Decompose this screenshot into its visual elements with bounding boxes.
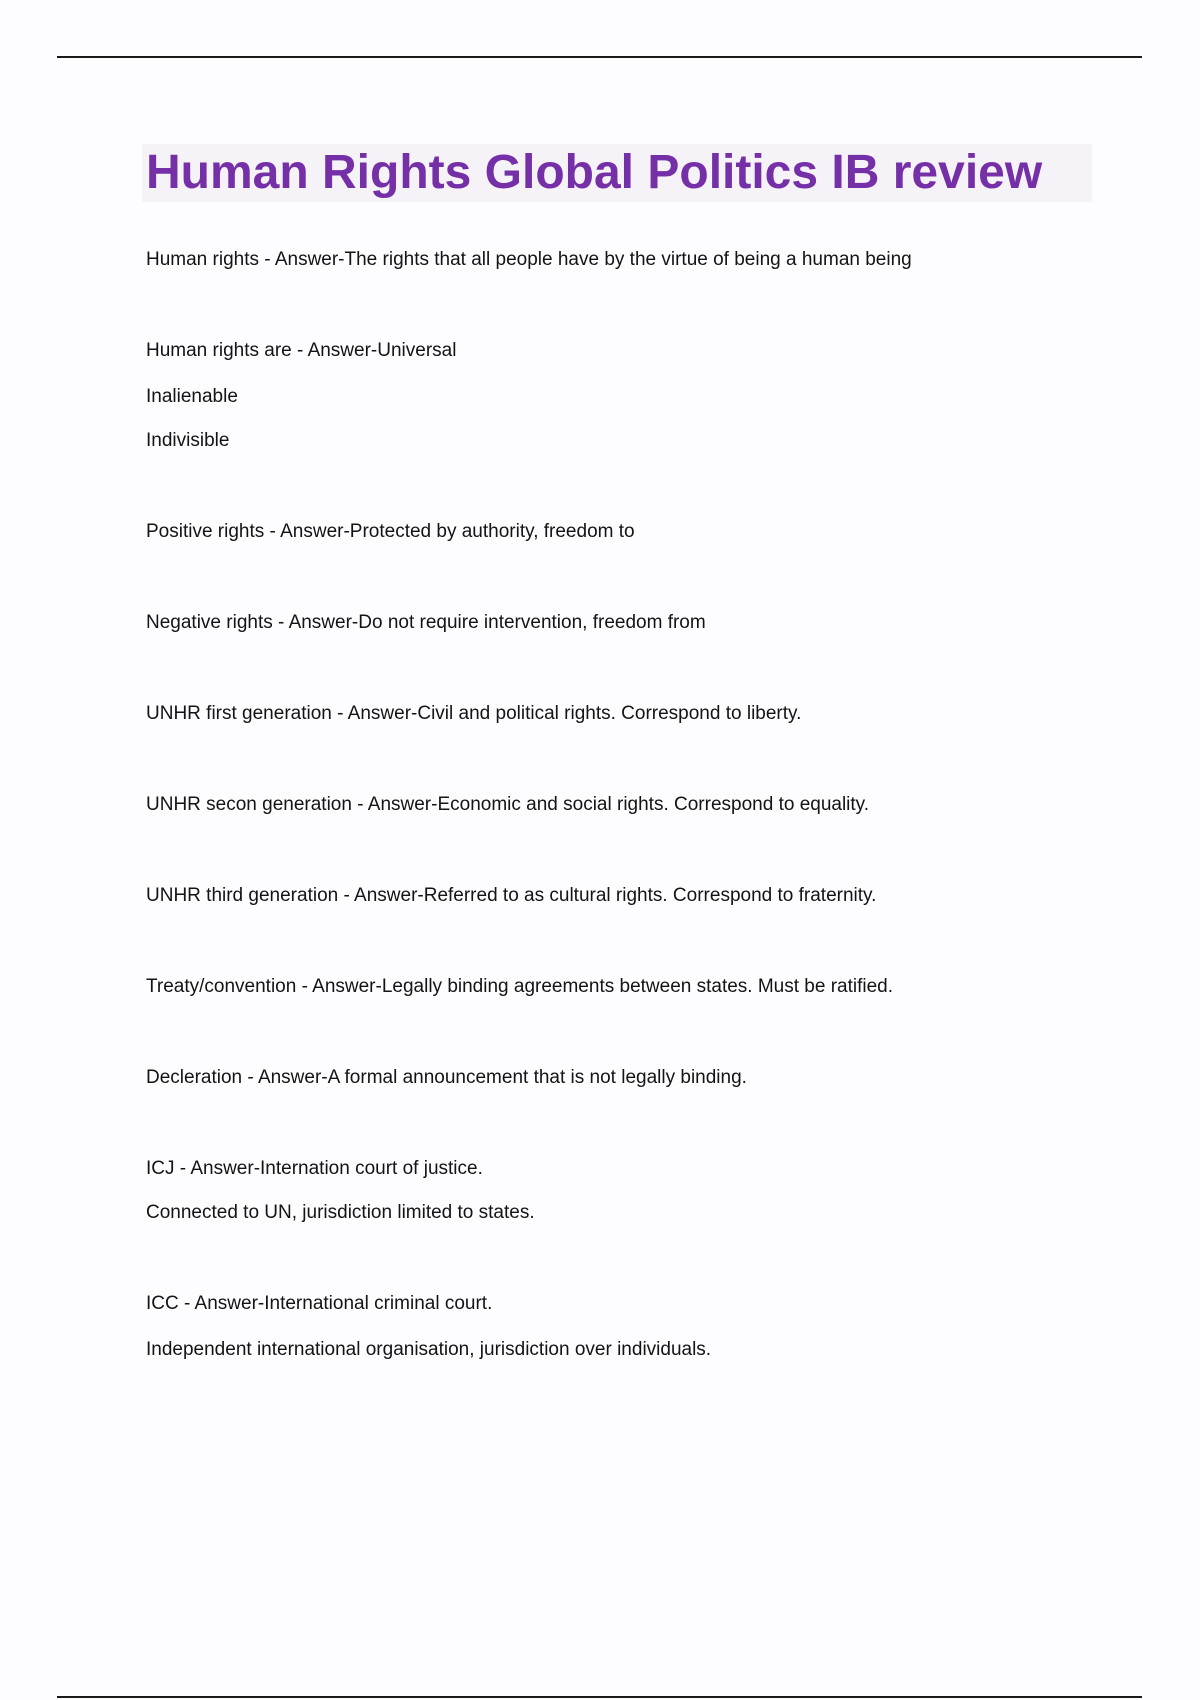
- header-rule: [57, 56, 1142, 58]
- qa-line-treaty-convention: Treaty/convention - Answer-Legally binding agreements between states. Must be ratified.: [146, 976, 894, 997]
- qa-line-unhr-third-generation: UNHR third generation - Answer-Referred to as cultural rights. Correspond to fraternity.: [146, 885, 877, 906]
- qa-line-human-rights-are: Human rights are - Answer-Universal: [146, 340, 457, 361]
- qa-line-unhr-second-generation: UNHR secon generation - Answer-Economic and social rights. Correspond to equality.: [146, 794, 870, 815]
- qa-line-human-rights: Human rights - Answer-The rights that all people have by the virtue of being a human being: [146, 249, 912, 270]
- qa-line-inalienable: Inalienable: [146, 386, 238, 407]
- qa-line-unhr-first-generation: UNHR first generation - Answer-Civil and political rights. Correspond to liberty.: [146, 703, 802, 724]
- qa-line-icj: ICJ - Answer-Internation court of justice.: [146, 1158, 483, 1179]
- qa-line-icc-detail: Independent international organisation, jurisdiction over individuals.: [146, 1339, 712, 1360]
- qa-line-icj-detail: Connected to UN, jurisdiction limited to states.: [146, 1202, 535, 1223]
- qa-line-icc: ICC - Answer-International criminal court.: [146, 1293, 493, 1314]
- qa-line-decleration: Decleration - Answer-A formal announcement that is not legally binding.: [146, 1067, 747, 1088]
- qa-line-positive-rights: Positive rights - Answer-Protected by authority, freedom to: [146, 521, 635, 542]
- document-title: Human Rights Global Politics IB review: [146, 146, 1043, 199]
- qa-line-negative-rights: Negative rights - Answer-Do not require intervention, freedom from: [146, 612, 706, 633]
- footer-rule: [57, 1696, 1142, 1698]
- qa-line-indivisible: Indivisible: [146, 430, 230, 451]
